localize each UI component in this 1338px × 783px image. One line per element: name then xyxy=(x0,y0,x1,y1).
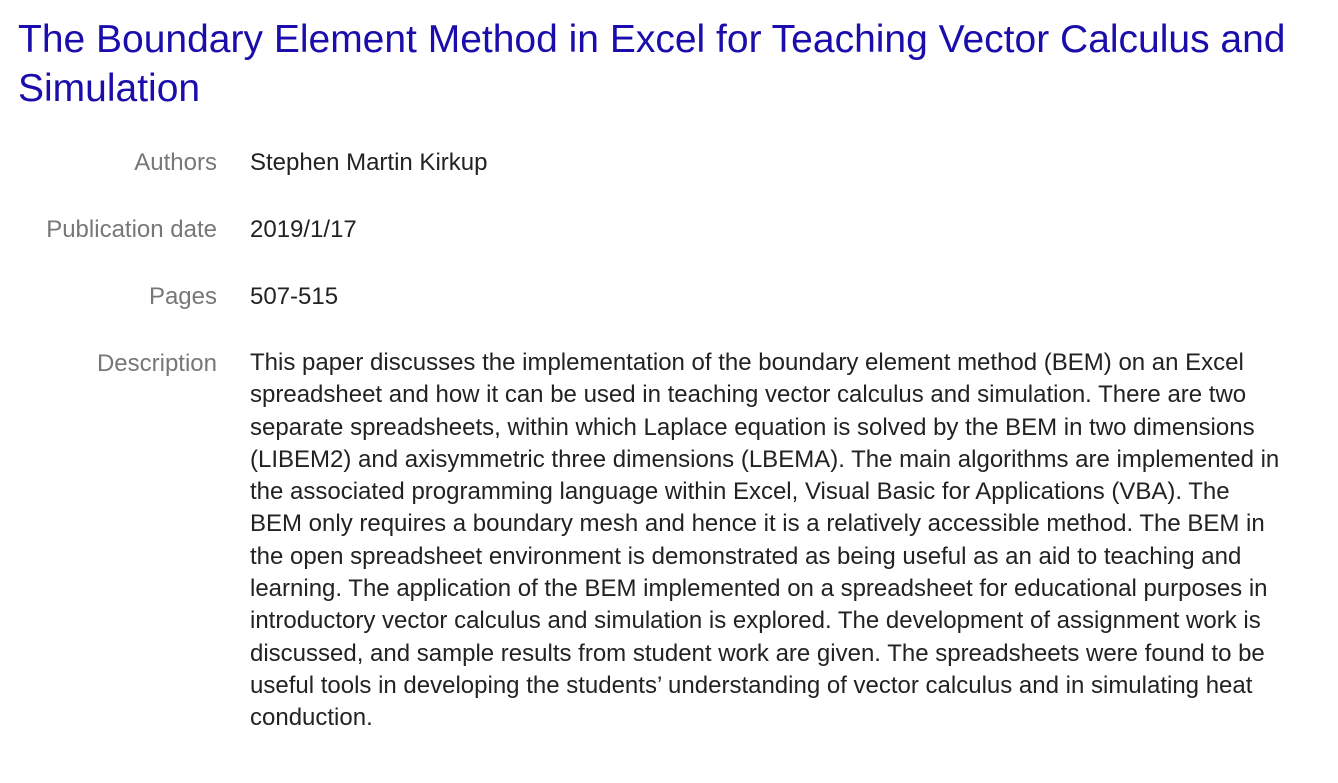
pages-value: 507-515 xyxy=(250,283,339,310)
article-title-link[interactable]: The Boundary Element Method in Excel for Teaching Vector Calculus and Simulation xyxy=(18,18,1286,110)
description-text: This paper discusses the implementation of the boundary element method (BEM) on an Excel spreadsheet and how it can be used in teaching vector calculus and simulation. There are two separate spreadsheets, within which Laplace equation is solved by the BEM in two dimensions (LIBEM2) and axisymmetric three dimensions (LBEMA). The main algorithms are implemented in the associated programming language within Excel, Visual Basic for Applications (VBA). The BEM only requires a boundary mesh and hence it is a relatively accessible method. The BEM in the open spreadsheet environment is demonstrated as being useful as an aid to teaching and learning. The application of the BEM implemented on a spreadsheet for educational purposes in introductory vector calculus and simulation is explored. The development of assignment work is discussed, and sample results from student work are given. The spreadsheets were found to be useful tools in developing the students’ understanding of vector calculus and in simulating heat conduction. xyxy=(250,349,1280,732)
pages-label: Pages xyxy=(148,283,217,310)
authors-label: Authors xyxy=(134,149,217,176)
pages-row xyxy=(0,279,1338,314)
authors-value: Stephen Martin Kirkup xyxy=(250,149,488,176)
description-row xyxy=(0,346,1338,735)
publication-date-label: Publication date xyxy=(46,216,217,243)
description-label: Description xyxy=(96,350,217,377)
publication-date-row xyxy=(0,212,1338,247)
authors-row xyxy=(0,145,1338,180)
article-fields xyxy=(0,145,1338,735)
publication-date-value: 2019/1/17 xyxy=(250,216,357,243)
